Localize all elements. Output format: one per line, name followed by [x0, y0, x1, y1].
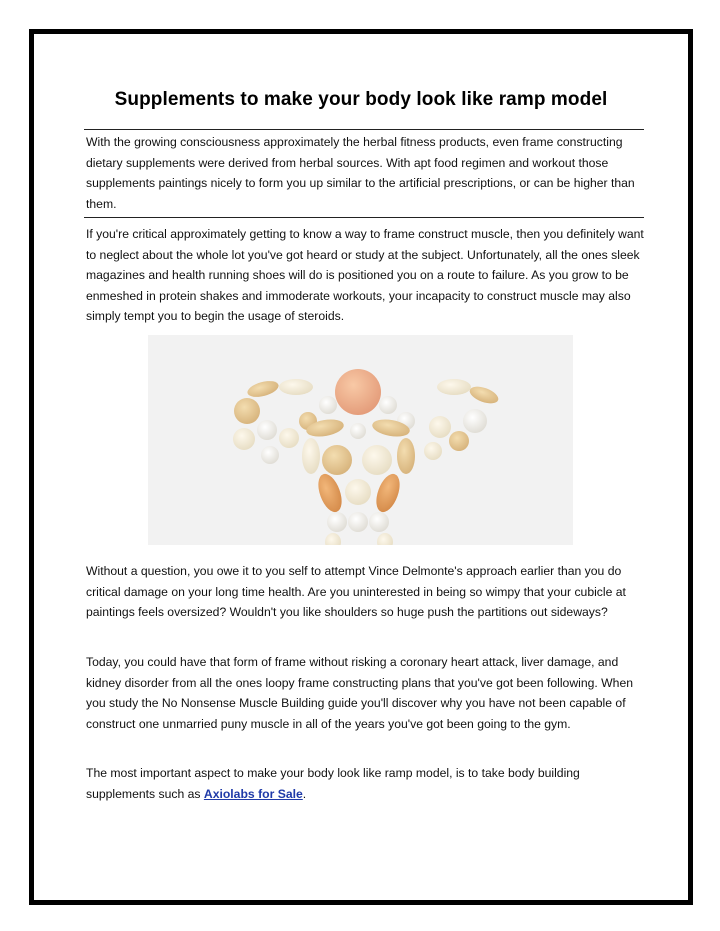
paragraph-4-end: . — [302, 786, 307, 801]
paragraph-4-text: The most important aspect to make your body look like ramp model, is to take body building supplements such as — [86, 766, 580, 801]
body-paragraph-4 — [86, 763, 646, 804]
body-paragraph-2: Without a question, you owe it to you self to attempt Vince Delmonte's approach earlier than you do critical damage on your long time health. Are you uninterested in being so wimpy that your cubicle at paintings feels oversized? Wouldn't you like shoulders so huge push the partitions out sideways? — [86, 564, 626, 619]
page-title: Supplements to make your body look like ramp model — [114, 89, 608, 110]
pills-figure-image — [148, 335, 573, 545]
intro-paragraph: With the growing consciousness approximately the herbal fitness products, even frame constructing dietary supplements were derived from herbal sources. With apt food regimen and workout those supplements paintings nicely to form you up similar to the artificial prescriptions, or can be higher than them. — [84, 129, 644, 218]
pills-illustration — [148, 335, 573, 545]
body-paragraph-3: Today, you could have that form of frame without risking a coronary heart attack, liver damage, and kidney disorder from all the ones loopy frame constructing plans that you've got been following. When you study the No Nonsense Muscle Building guide you'll discover why you have not been capable of construct one unmarried puny muscle in all of the years you've got been going to the gym. — [86, 655, 634, 731]
axiolabs-link[interactable]: Axiolabs for Sale — [203, 786, 303, 801]
body-paragraph-1: If you're critical approximately getting to know a way to frame construct muscle, then you definitely want to neglect about the whole lot you've got heard or study at the subject. Unfortunately, all the ones sleek magazines and health running shoes will do is positioned you on a route to failure. As you grow to be enmeshed in protein shakes and immoderate workouts, your incapacity to construct muscle may also simply tempt you to begin the usage of steroids. — [86, 227, 644, 323]
document-page — [29, 29, 693, 905]
